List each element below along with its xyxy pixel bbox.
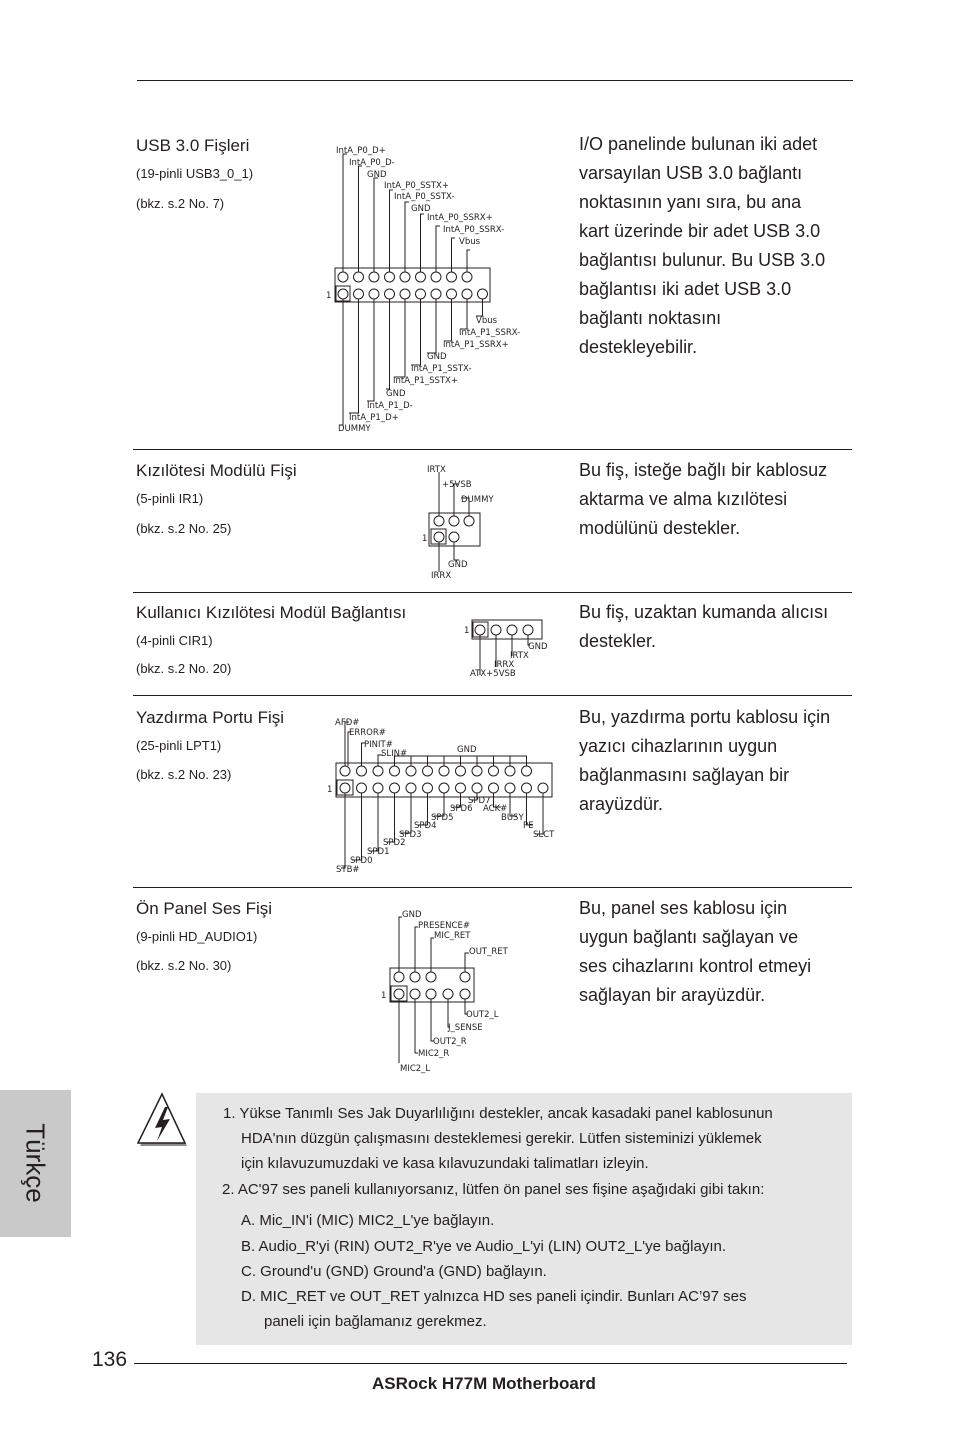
lpt-bottom-label: SLCT — [533, 830, 555, 840]
footer-rule — [134, 1363, 847, 1364]
language-side-tab-label: Türkçe — [20, 1123, 51, 1203]
audio-bottom-label: MIC2_R — [418, 1049, 450, 1059]
note-line: A. Mic_IN'i (MIC) MIC2_L'ye bağlayın. — [241, 1212, 495, 1229]
usb3-bottom-label: GND — [386, 389, 406, 399]
lpt-pin1-marker: 1 — [327, 785, 333, 795]
section-pins-ir: (5-pinli IR1) — [136, 491, 204, 506]
usb3-top-label: Vbus — [459, 237, 481, 247]
top-rule — [137, 80, 853, 81]
notes-box — [196, 1093, 852, 1345]
footer-title: ASRock H77M Motherboard — [372, 1374, 596, 1393]
section-desc-audio: Bu, panel ses kablosu için uygun bağlantı sağlayan ve ses cihazlarını kontrol etmeyi sağlayan bir arayüzdür. — [579, 898, 812, 1005]
usb3-bottom-label: IntA_P1_D- — [367, 401, 413, 411]
section-divider — [133, 887, 852, 888]
lpt-bottom-label: SPD7 — [468, 796, 491, 806]
section-title-lpt: Yazdırma Portu Fişi — [136, 708, 285, 727]
usb3-header-diagram — [320, 140, 560, 440]
audio-bottom-label: OUT2_R — [433, 1037, 467, 1047]
section-desc-cir: Bu fiş, uzaktan kumanda alıcısı destekler. — [579, 602, 829, 651]
cir-label: IRRX — [494, 660, 515, 670]
usb3-top-label: IntA_P0_D+ — [336, 146, 386, 156]
audio-top-label: GND — [402, 910, 422, 920]
section-title-cir: Kullanıcı Kızılötesi Modül Bağlantısı — [136, 603, 407, 622]
audio-bottom-label: OUT2_L — [466, 1010, 499, 1020]
note-line: HDA'nın düzgün çalışmasını desteklemesi gerekir. Lütfen sisteminizi yüklemek — [241, 1130, 762, 1147]
section-pins-usb3: (19-pinli USB3_0_1) — [136, 166, 254, 181]
section-ref-lpt: (bkz. s.2 No. 23) — [136, 767, 232, 782]
lpt-bottom-label: ACK# — [483, 804, 508, 814]
lpt-bottom-label: SPD3 — [399, 830, 422, 840]
page-number: 136 — [92, 1348, 128, 1371]
usb3-bottom-label: IntA_P1_SSRX- — [459, 328, 521, 338]
section-desc-usb3: I/O panelinde bulunan iki adet varsayılan USB 3.0 bağlantı noktasının yanı sıra, bu ana kart üzerinde bir adet USB 3.0 bağlantısı bulunur. Bu USB 3.0 bağlantısı iki adet USB 3.0 bağlantı noktasını destekleyebilir. — [579, 134, 826, 357]
lpt-top-label: AFD# — [335, 718, 360, 728]
audio-pin1-marker: 1 — [381, 991, 387, 1001]
section-desc-lpt: Bu, yazdırma portu kablosu için yazıcı cihazlarının uygun bağlanmasını sağlayan bir arayüzdür. — [579, 707, 831, 814]
section-desc-ir: Bu fiş, isteğe bağlı bir kablosuz aktarma ve alma kızılötesi modülünü destekler. — [579, 460, 828, 538]
note-line: D. MIC_RET ve OUT_RET yalnızca HD ses paneli içindir. Bunları AC’97 ses — [241, 1288, 747, 1305]
section-ref-ir: (bkz. s.2 No. 25) — [136, 521, 232, 536]
cir-label: IRTX — [510, 651, 529, 661]
audio-header-diagram — [378, 903, 528, 1078]
usb3-top-label: IntA_P0_SSTX- — [394, 192, 455, 202]
ir-header-diagram — [415, 460, 515, 585]
lpt-bottom-label: SPD0 — [350, 856, 373, 866]
lpt-bottom-label: SPD2 — [383, 838, 406, 848]
note-line: için kılavuzumuzdaki ve kasa kılavuzundaki talimatları izleyin. — [241, 1155, 649, 1172]
usb3-pin1-marker: 1 — [326, 291, 332, 301]
section-title-ir: Kızılötesi Modülü Fişi — [136, 461, 297, 480]
section-ref-audio: (bkz. s.2 No. 30) — [136, 958, 232, 973]
usb3-bottom-label: IntA_P1_SSTX+ — [393, 376, 459, 386]
lpt-bottom-label: SPD1 — [367, 847, 390, 857]
section-divider — [133, 695, 852, 696]
lpt-top-label: GND — [457, 745, 477, 755]
section-divider — [133, 592, 852, 593]
ir-pin1-marker: 1 — [422, 534, 428, 544]
usb3-top-label: IntA_P0_SSRX- — [443, 225, 505, 235]
lpt-bottom-label: SPD6 — [450, 804, 473, 814]
audio-bottom-label: J_SENSE — [448, 1023, 483, 1033]
usb3-top-label: IntA_P0_D- — [349, 158, 395, 168]
lpt-top-label: PINIT# — [364, 740, 393, 750]
usb3-bottom-label: IntA_P1_D+ — [349, 413, 399, 423]
ir-top-label: +5VSB — [442, 480, 472, 490]
usb3-top-label: IntA_P0_SSTX+ — [384, 181, 450, 191]
audio-top-label: PRESENCE# — [418, 921, 470, 931]
lpt-bottom-label: STB# — [336, 865, 360, 875]
usb3-top-label: GND — [367, 170, 387, 180]
section-divider — [133, 449, 852, 450]
lpt-bottom-label: BUSY — [501, 813, 524, 823]
usb3-bottom-label: IntA_P1_SSRX+ — [443, 340, 509, 350]
lpt-bottom-label: SPD4 — [414, 821, 437, 831]
usb3-bottom-label: GND — [427, 352, 447, 362]
note-line: 2. AC'97 ses paneli kullanıyorsanız, lütfen ön panel ses fişine aşağıdaki gibi takın: — [222, 1181, 765, 1198]
ir-bottom-label: GND — [448, 560, 468, 570]
warning-lightning-icon — [134, 1091, 196, 1151]
audio-top-label: MIC_RET — [434, 931, 471, 941]
note-line: 1. Yükse Tanımlı Ses Jak Duyarlılığını destekler, ancak kasadaki panel kablosunun — [223, 1105, 773, 1122]
cir-pin1-marker: 1 — [464, 626, 470, 636]
cir-header-diagram — [460, 617, 560, 682]
usb3-bottom-label: DUMMY — [338, 424, 371, 434]
section-ref-cir: (bkz. s.2 No. 20) — [136, 661, 232, 676]
usb3-bottom-label: IntA_P1_SSTX- — [411, 364, 472, 374]
section-pins-lpt: (25-pinli LPT1) — [136, 738, 222, 753]
usb3-bottom-label: Vbus — [476, 316, 498, 326]
note-line: paneli için bağlamanız gerekmez. — [264, 1313, 487, 1330]
lpt-bottom-label: PE — [523, 821, 534, 831]
lpt-header-diagram — [323, 712, 563, 877]
ir-bottom-label: IRRX — [431, 571, 452, 581]
audio-bottom-label: MIC2_L — [400, 1064, 431, 1074]
usb3-top-label: IntA_P0_SSRX+ — [427, 213, 493, 223]
section-pins-audio: (9-pinli HD_AUDIO1) — [136, 929, 258, 944]
section-ref-usb3: (bkz. s.2 No. 7) — [136, 196, 225, 211]
section-pins-cir: (4-pinli CIR1) — [136, 633, 213, 648]
note-line: C. Ground'u (GND) Ground'a (GND) bağlayın. — [241, 1263, 547, 1280]
cir-label: ATX+5VSB — [470, 669, 516, 679]
section-title-usb3: USB 3.0 Fişleri — [136, 136, 250, 155]
lpt-bottom-label: SPD5 — [431, 813, 454, 823]
language-side-tab — [0, 1090, 71, 1237]
section-title-audio: Ön Panel Ses Fişi — [136, 899, 273, 918]
audio-top-label: OUT_RET — [469, 947, 508, 957]
usb3-top-label: GND — [411, 204, 431, 214]
lpt-top-label: SLIN# — [381, 749, 408, 759]
lpt-top-label: ERROR# — [349, 728, 386, 738]
ir-top-label: IRTX — [427, 465, 446, 475]
cir-label: GND — [528, 642, 548, 652]
ir-top-label: DUMMY — [461, 495, 494, 505]
note-line: B. Audio_R'yi (RIN) OUT2_R'ye ve Audio_L'yi (LIN) OUT2_L'ye bağlayın. — [241, 1238, 726, 1255]
